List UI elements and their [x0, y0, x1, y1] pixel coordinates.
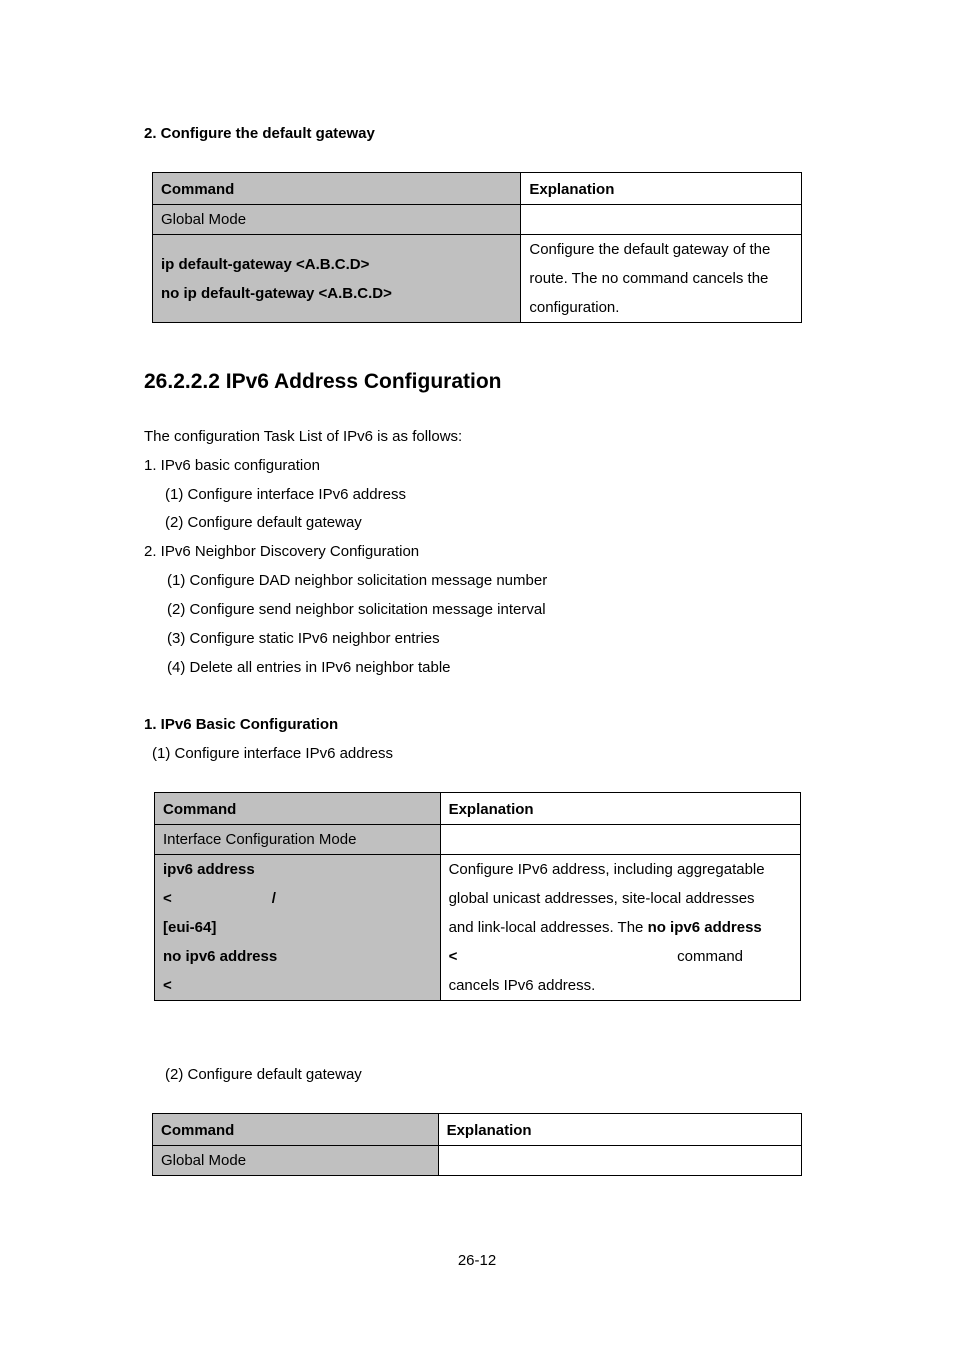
explanation-line: global unicast addresses, site-local addresses	[448, 890, 755, 907]
explanation-line: cancels IPv6 address.	[448, 977, 596, 994]
explanation-line	[449, 913, 792, 942]
command-token: <	[163, 890, 172, 907]
command-cell	[155, 855, 441, 1001]
mode-row	[153, 1146, 802, 1176]
mode-cell: Global Mode	[153, 1146, 439, 1176]
table-header-row	[153, 173, 802, 205]
list-item: 2. IPv6 Neighbor Discovery Configuration	[144, 543, 420, 560]
mode-cell: Global Mode	[153, 205, 521, 235]
subheading-interface-address: (1) Configure interface IPv6 address	[152, 745, 393, 762]
list-item: 1. IPv6 basic configuration	[144, 457, 320, 474]
subheading-default-gateway: (2) Configure default gateway	[165, 1066, 362, 1083]
table-row	[153, 235, 802, 323]
default-gateway-table	[152, 172, 802, 323]
explanation-token: <	[448, 948, 458, 965]
explanation-line: Configure the default gateway of the	[529, 241, 771, 258]
header-command: Command	[153, 173, 521, 205]
list-item: (2) Configure default gateway	[165, 514, 362, 531]
table-header-row	[155, 793, 801, 825]
page-number: 26-12	[457, 1252, 497, 1269]
table-header-row	[153, 1114, 802, 1146]
ipv6-address-table	[154, 792, 801, 1001]
explanation-keyword: no ipv6 address	[647, 919, 762, 936]
explanation-token: command	[677, 948, 743, 965]
mode-explanation-cell	[438, 1146, 801, 1176]
table-row	[155, 855, 801, 1001]
header-explanation: Explanation	[440, 793, 800, 825]
explanation-line: Configure IPv6 address, including aggregatable	[448, 861, 765, 878]
explanation-cell	[440, 855, 800, 1001]
list-item: (1) Configure interface IPv6 address	[165, 486, 406, 503]
command-line: [eui-64]	[163, 919, 217, 936]
command-line: <	[163, 977, 172, 994]
explanation-line: route. The no command cancels the	[529, 270, 769, 287]
intro-text: The configuration Task List of IPv6 is as follows:	[144, 428, 463, 445]
section-heading-basic-config: 1. IPv6 Basic Configuration	[144, 716, 339, 733]
list-item: (1) Configure DAD neighbor solicitation message number	[167, 572, 548, 589]
command-line: ip default-gateway <A.B.C.D>	[161, 255, 370, 273]
ipv6-gateway-table	[152, 1113, 802, 1176]
explanation-text: and link-local addresses. The	[448, 919, 648, 936]
command-cell	[153, 235, 521, 323]
header-explanation: Explanation	[521, 173, 802, 205]
command-line: ipv6 address	[163, 861, 255, 878]
command-line	[163, 884, 432, 913]
list-item: (4) Delete all entries in IPv6 neighbor table	[167, 659, 451, 676]
header-explanation: Explanation	[438, 1114, 801, 1146]
explanation-line	[449, 942, 792, 971]
command-line: no ipv6 address	[163, 948, 278, 965]
list-item: (2) Configure send neighbor solicitation message interval	[167, 601, 546, 618]
mode-row	[153, 205, 802, 235]
mode-explanation-cell	[521, 205, 802, 235]
mode-row	[155, 825, 801, 855]
command-token: /	[271, 890, 276, 907]
list-item: (3) Configure static IPv6 neighbor entries	[167, 630, 440, 647]
mode-explanation-cell	[440, 825, 800, 855]
header-command: Command	[155, 793, 441, 825]
explanation-line: configuration.	[529, 299, 620, 316]
header-command: Command	[153, 1114, 439, 1146]
mode-cell: Interface Configuration Mode	[155, 825, 441, 855]
explanation-cell	[521, 235, 802, 323]
page-title: 26.2.2.2 IPv6 Address Configuration	[144, 370, 502, 393]
section-heading-default-gateway: 2. Configure the default gateway	[144, 125, 375, 142]
command-line: no ip default-gateway <A.B.C.D>	[161, 284, 392, 302]
